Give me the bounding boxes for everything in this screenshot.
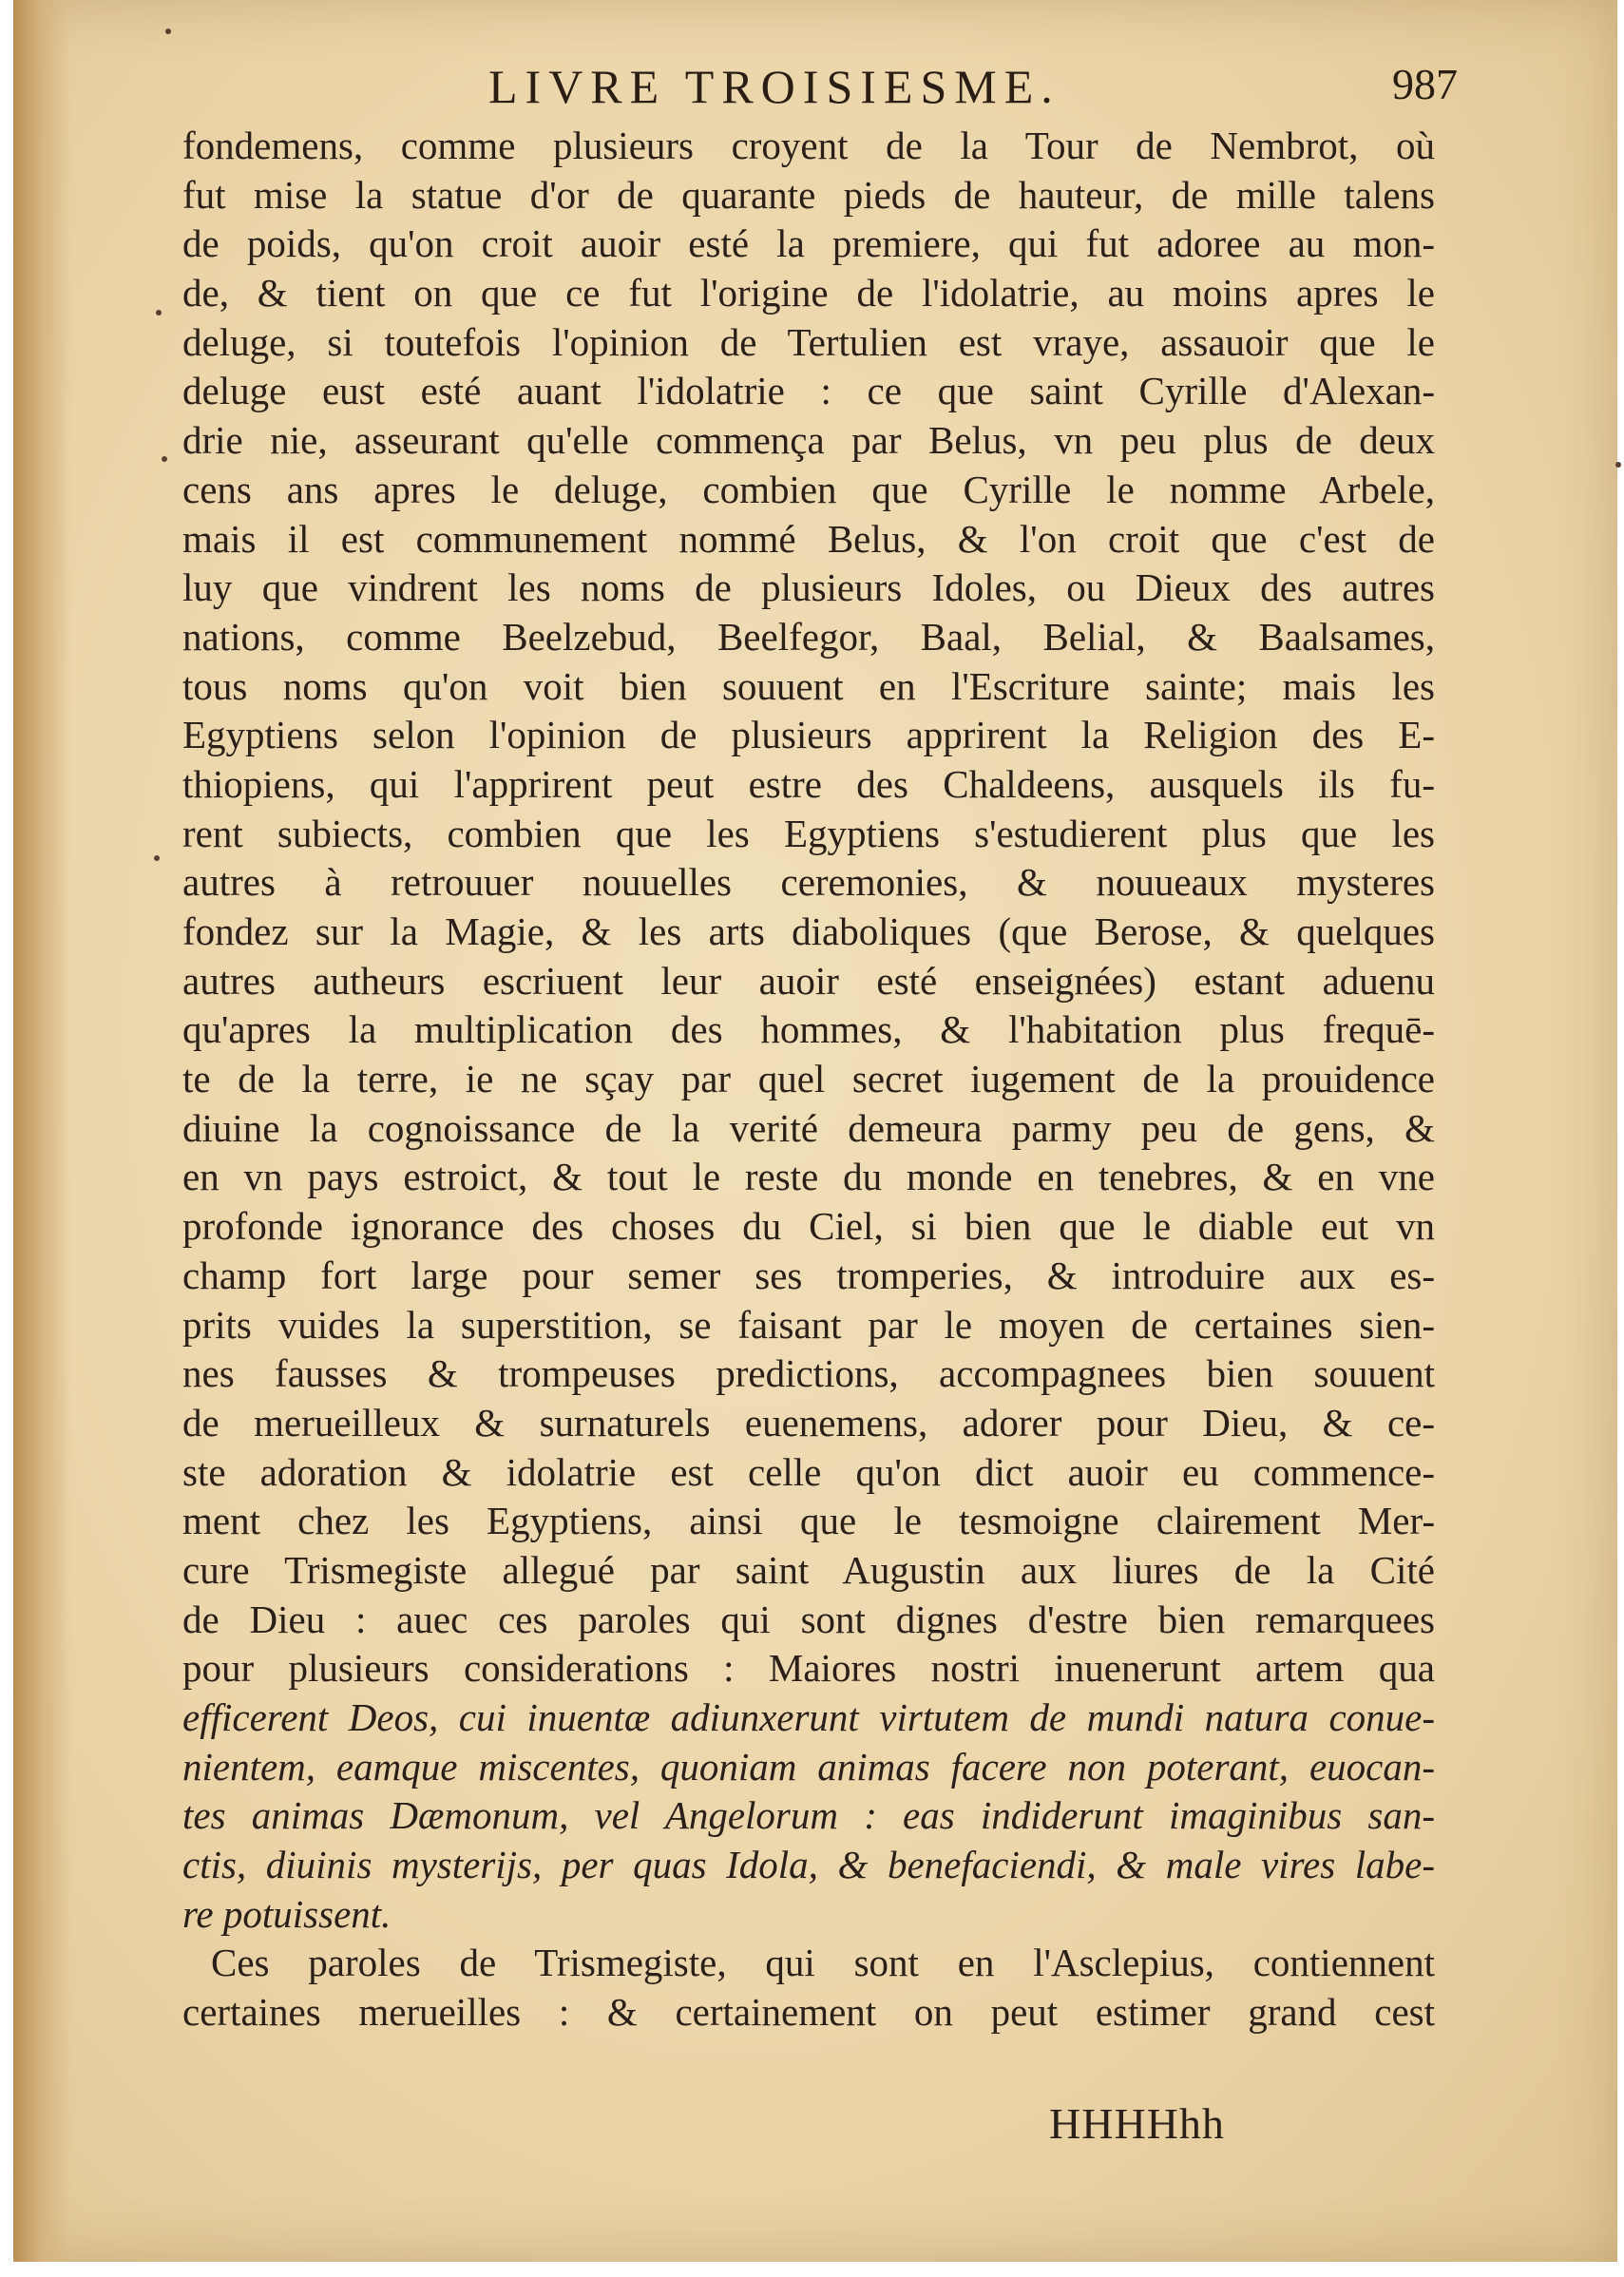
latin-quote-line: nientem, eamque miscentes, quoniam animas facere non poterant, euocan- xyxy=(182,1744,1435,1789)
text-line: Ces paroles de Trismegiste, qui sont en l'Asclepius, contiennent xyxy=(211,1941,1435,1985)
text-line: luy que vindrent les noms de plusieurs Idoles, ou Dieux des autres xyxy=(182,565,1435,610)
text-line: autres à retrouuer nouuelles ceremonies, & nouueaux mysteres xyxy=(182,860,1435,905)
ink-speck xyxy=(165,29,171,34)
text-line: drie nie, asseurant qu'elle commença par Belus, vn peu plus de deux xyxy=(182,418,1435,463)
book-page xyxy=(13,0,1617,2262)
text-line: de poids, qu'on croit auoir esté la premiere, qui fut adoree au mon- xyxy=(182,221,1435,266)
ink-speck xyxy=(1615,462,1621,468)
text-line: Egyptiens selon l'opinion de plusieurs apprirent la Religion des E- xyxy=(182,713,1435,757)
text-line: fondemens, comme plusieurs croyent de la Tour de Nembrot, où xyxy=(182,124,1435,167)
ink-speck xyxy=(156,310,162,316)
latin-quote-line: re potuissent. xyxy=(182,1891,392,1936)
text-line: champ fort large pour semer ses tromperies, & introduire aux es- xyxy=(182,1253,1435,1297)
text-line: de merueilleux & surnaturels euenemens, adorer pour Dieu, & ce- xyxy=(182,1400,1435,1445)
text-line: certaines merueilles : & certainement on peut estimer grand cest xyxy=(182,1990,1435,2035)
text-line: tous noms qu'on voit bien souuent en l'Escriture sainte; mais les xyxy=(182,663,1435,708)
text-line: ste adoration & idolatrie est celle qu'on dict auoir eu commence- xyxy=(182,1449,1435,1494)
text-line: mais il est communement nommé Belus, & l'on croit que c'est de xyxy=(182,516,1435,561)
text-line: prits vuides la superstition, se faisant par le moyen de certaines sien- xyxy=(182,1302,1435,1347)
text-line: thiopiens, qui l'apprirent peut estre des Chaldeens, ausquels ils fu- xyxy=(182,761,1435,806)
latin-quote-line: ctis, diuinis mysterijs, per quas Idola, & benefaciendi, & male vires labe- xyxy=(182,1843,1435,1887)
latin-quote-line: tes animas Dæmonum, vel Angelorum : eas indiderunt imaginibus san- xyxy=(182,1793,1435,1838)
catchword-signature: HHHHhh xyxy=(1049,2099,1225,2148)
running-title: LIVRE TROISIESME. xyxy=(488,60,1060,113)
latin-quote-line: efficerent Deos, cui inuentæ adiunxerunt virtutem de mundi natura conue- xyxy=(182,1695,1435,1739)
text-line: cure Trismegiste allegué par saint Augustin aux liures de la Cité xyxy=(182,1547,1435,1592)
text-line: rent subiects, combien que les Egyptiens s'estudierent plus que les xyxy=(182,811,1435,855)
text-line: cens ans apres le deluge, combien que Cyrille le nomme Arbele, xyxy=(182,467,1435,511)
text-line: pour plusieurs considerations : Maiores nostri inuenerunt artem qua xyxy=(182,1646,1435,1691)
page-gutter-shadow xyxy=(13,0,70,2262)
text-line: fondez sur la Magie, & les arts diaboliques (que Berose, & quelques xyxy=(182,909,1435,953)
text-line: profonde ignorance des choses du Ciel, si bien que le diable eut vn xyxy=(182,1204,1435,1249)
text-line: fut mise la statue d'or de quarante pieds de hauteur, de mille talens xyxy=(182,172,1435,217)
text-line: en vn pays estroict, & tout le reste du monde en tenebres, & en vne xyxy=(182,1155,1435,1199)
text-line: diuine la cognoissance de la verité demeura parmy peu de gens, & xyxy=(182,1105,1435,1150)
text-line: qu'apres la multiplication des hommes, & l'habitation plus frequē- xyxy=(182,1007,1435,1052)
ink-speck xyxy=(162,456,167,462)
text-line: deluge eust esté auant l'idolatrie : ce que saint Cyrille d'Alexan- xyxy=(182,369,1435,413)
text-line: te de la terre, ie ne sçay par quel secret iugement de la prouidence xyxy=(182,1057,1435,1101)
text-line: ment chez les Egyptiens, ainsi que le tesmoigne clairement Mer- xyxy=(182,1499,1435,1543)
text-line: nes fausses & trompeuses predictions, accompagnees bien souuent xyxy=(182,1351,1435,1396)
text-line: autres autheurs escriuent leur auoir esté enseignées) estant aduenu xyxy=(182,958,1435,1003)
text-line: de Dieu : auec ces paroles qui sont dignes d'estre bien remarquees xyxy=(182,1597,1435,1641)
text-line: de, & tient on que ce fut l'origine de l'idolatrie, au moins apres le xyxy=(182,271,1435,316)
ink-speck xyxy=(154,855,160,861)
text-line: deluge, si toutefois l'opinion de Tertulien est vraye, assauoir que le xyxy=(182,319,1435,364)
page-header xyxy=(469,59,1458,125)
body-text xyxy=(182,122,1435,2038)
page-number: 987 xyxy=(1392,60,1458,108)
text-line: nations, comme Beelzebud, Beelfegor, Baal, Belial, & Baalsames, xyxy=(182,614,1435,659)
